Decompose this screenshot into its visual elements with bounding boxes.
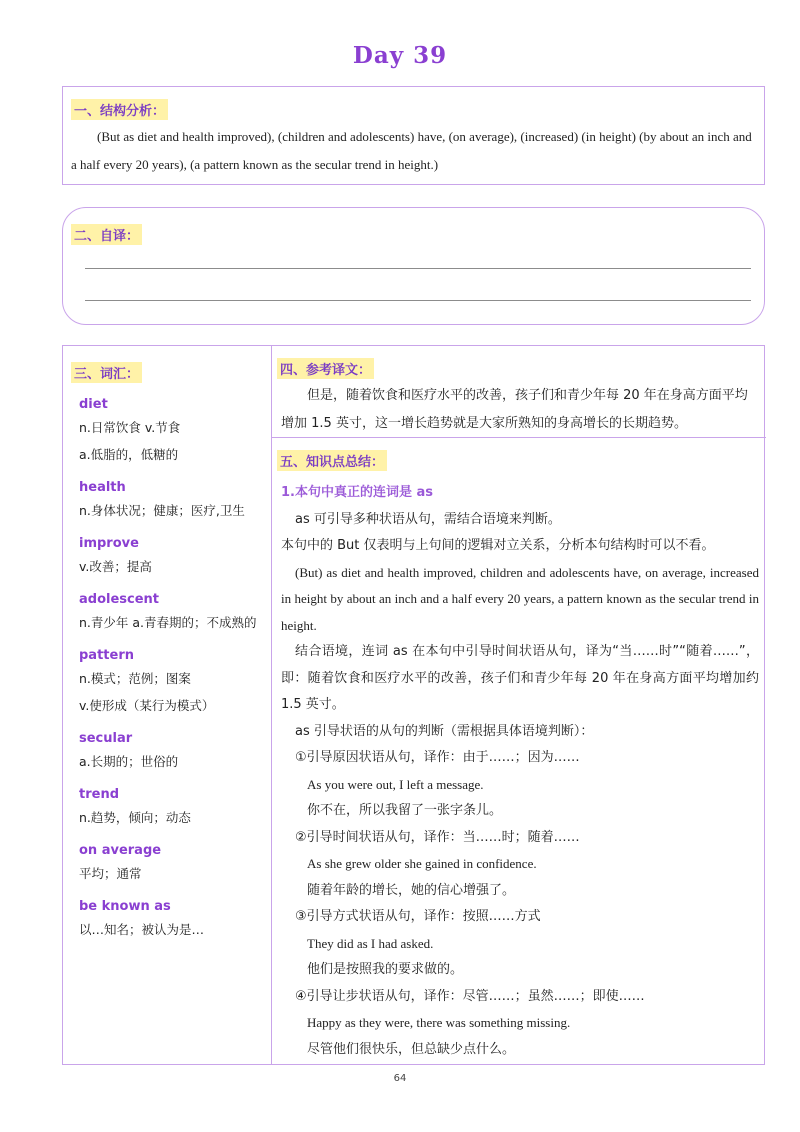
structure-analysis-heading: 一、结构分析： xyxy=(71,99,168,120)
self-translation-box xyxy=(62,207,765,325)
reference-translation-text: 但是，随着饮食和医疗水平的改善，孩子们和青少年每 20 年在身高方面平均增加 1.5 英寸，这一增长趋势就是大家所熟知的身高增长的长期趋势。 xyxy=(281,388,748,431)
vocab-def: v.使形成（某行为模式） xyxy=(79,698,215,713)
page-title: Day 39 xyxy=(352,42,448,69)
vocab-def: 以…知名；被认为是… xyxy=(79,922,205,937)
vocab-entry xyxy=(79,730,267,775)
vocab-word: diet xyxy=(79,397,108,412)
example-sentence: (But) as diet and health improved, children and adolescents have, on average, increased in height by about an inch and a half every 20 years, a pattern known as the secular trend in height. xyxy=(281,564,759,633)
vocab-entry xyxy=(79,786,267,831)
vocab-word: trend xyxy=(79,787,120,802)
vocab-word: health xyxy=(79,480,126,495)
vocab-entry xyxy=(79,535,267,580)
usage-label: ④引导让步状语从句，译作：尽管……；虽然……；即使…… xyxy=(295,988,645,1004)
column-divider xyxy=(271,346,272,1064)
vocab-word: secular xyxy=(79,731,133,746)
vocab-entry xyxy=(79,396,267,468)
vocab-word: on average xyxy=(79,843,162,858)
usage-label: ③引导方式状语从句，译作：按照……方式 xyxy=(295,909,541,924)
content-grid xyxy=(62,345,765,1065)
usage-label: ①引导原因状语从句，译作：由于……；因为…… xyxy=(295,750,580,765)
vocab-def: n.日常饮食 v.节食 xyxy=(79,420,181,435)
vocab-def: n.模式；范例；图案 xyxy=(79,671,191,686)
vocab-def: 平均；通常 xyxy=(79,866,142,881)
vocabulary-heading: 三、词汇： xyxy=(71,362,142,383)
usage-example-en: As she grew older she gained in confidence. xyxy=(307,856,537,871)
summary-paragraph: as 可引导多种状语从句，需结合语境来判断。 xyxy=(295,511,561,527)
vocab-word: be known as xyxy=(79,899,171,914)
summary-paragraph: 本句中的 But 仅表明与上句间的逻辑对立关系，分析本句结构时可以不看。 xyxy=(281,538,715,553)
usage-example-en: They did as I had asked. xyxy=(307,935,434,951)
summary-paragraph: as 引导状语的从句的判断（需根据具体语境判断）： xyxy=(295,723,594,739)
writing-line xyxy=(85,268,751,269)
vocab-def: n.趋势，倾向；动态 xyxy=(79,810,191,825)
usage-example-zh: 尽管他们很快乐，但总缺少点什么。 xyxy=(307,1041,516,1057)
point-title: 1.本句中真正的连词是 as xyxy=(281,485,434,500)
vocab-def: a.长期的；世俗的 xyxy=(79,754,179,769)
vocab-def: n.身体状况；健康；医疗,卫生 xyxy=(79,503,245,518)
usage-label: ②引导时间状语从句，译作：当……时；随着…… xyxy=(295,829,580,845)
vocab-word: improve xyxy=(79,536,139,551)
knowledge-summary-heading: 五、知识点总结： xyxy=(277,450,387,471)
vocab-def: a.低脂的，低糖的 xyxy=(79,447,179,462)
vocab-word: pattern xyxy=(79,648,134,663)
vocab-entry xyxy=(79,591,267,636)
structure-analysis-text: (But as diet and health improved), (children and adolescents) have, (on average), (increased) (in height) (by about an inch and a half every 20 years), (a pattern known as the secular trend in height.) xyxy=(71,129,752,172)
vocab-entry xyxy=(79,479,267,524)
usage-example-zh: 他们是按照我的要求做的。 xyxy=(307,962,464,977)
vocab-entry xyxy=(79,898,267,943)
page-number: 64 xyxy=(393,1073,407,1084)
self-translation-heading: 二、自译： xyxy=(71,224,142,245)
vocab-word: adolescent xyxy=(79,592,160,607)
usage-example-en: Happy as they were, there was something missing. xyxy=(307,1015,571,1030)
usage-example-zh: 你不在，所以我留了一张字条儿。 xyxy=(307,803,503,818)
vocab-def: v.改善；提高 xyxy=(79,559,152,574)
usage-example-en: As you were out, I left a message. xyxy=(307,776,484,792)
summary-paragraph: 结合语境，连词 as 在本句中引导时间状语从句，译为“当……时”“随着……”，即：随着饮食和医疗水平的改善，孩子们和青少年每 20 年在身高方面平均增加约 1.5 英寸。 xyxy=(281,644,759,712)
reference-translation-heading: 四、参考译文： xyxy=(277,358,374,379)
knowledge-summary xyxy=(281,480,759,1063)
usage-example-zh: 随着年龄的增长，她的信心增强了。 xyxy=(307,882,516,898)
vocab-entry xyxy=(79,842,267,887)
vocab-def: n.青少年 a.青春期的；不成熟的 xyxy=(79,615,257,630)
vocabulary-list xyxy=(79,396,267,954)
structure-analysis-box xyxy=(62,86,765,185)
vocab-entry xyxy=(79,647,267,719)
writing-line xyxy=(85,300,751,301)
